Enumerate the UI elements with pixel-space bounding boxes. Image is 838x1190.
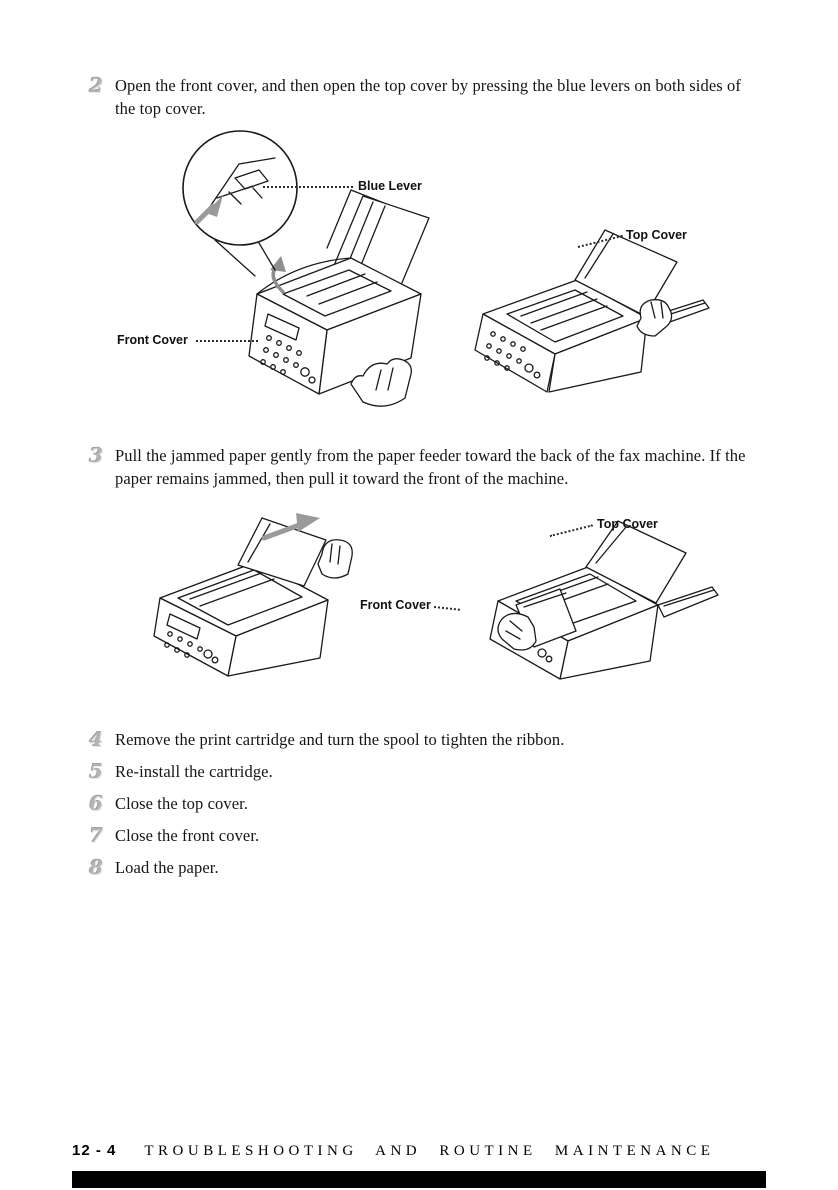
top-cover-label: Top Cover xyxy=(597,517,658,531)
footer-page-number: 12 - 4 xyxy=(72,1142,117,1159)
step-number: 7 xyxy=(89,823,103,847)
step-text: Load the paper. xyxy=(115,858,219,877)
leader-line xyxy=(263,186,353,188)
hand-illustration xyxy=(637,300,672,336)
step-text: Re-install the cartridge. xyxy=(115,762,273,781)
step-text: Open the front cover, and then open the top cover by pressing the blue levers on both sides of the top cover. xyxy=(115,76,741,118)
top-cover-label: Top Cover xyxy=(626,228,687,242)
step-text: Close the top cover. xyxy=(115,794,249,813)
blue-lever-label: Blue Lever xyxy=(358,179,422,193)
step-number: 3 xyxy=(89,443,103,467)
step-number: 4 xyxy=(89,727,103,751)
step-item-3 xyxy=(86,444,747,490)
footer-chapter-title: TROUBLESHOOTING AND ROUTINE MAINTENANCE xyxy=(144,1143,715,1159)
step-item-4 xyxy=(86,728,747,751)
step-item-8 xyxy=(86,856,747,879)
step-item-5 xyxy=(86,760,747,783)
footer-rule-bar xyxy=(72,1171,766,1188)
page-footer xyxy=(72,1142,766,1160)
step-text: Close the front cover. xyxy=(115,826,260,845)
figure-step2-top-cover xyxy=(455,222,715,412)
step-item-7 xyxy=(86,824,747,847)
step-number: 8 xyxy=(89,855,103,879)
figure-step2-front-cover xyxy=(105,126,435,436)
step-number: 2 xyxy=(89,73,103,97)
callout-magnifier-circle xyxy=(183,131,297,276)
step-item-2 xyxy=(86,74,747,120)
fax-machine-illustration xyxy=(475,230,709,392)
step-number: 5 xyxy=(89,759,103,783)
step-item-6 xyxy=(86,792,747,815)
leader-line xyxy=(196,340,258,342)
front-cover-label: Front Cover xyxy=(360,598,431,612)
step-text: Remove the print cartridge and turn the spool to tighten the ribbon. xyxy=(115,730,565,749)
step-number: 6 xyxy=(89,791,103,815)
figure-step3-pull-front xyxy=(440,505,730,700)
fax-machine-illustration xyxy=(490,521,718,679)
step-text: Pull the jammed paper gently from the paper feeder toward the back of the fax machine. If the paper remains jammed, then pull it toward the front of the machine. xyxy=(115,446,746,488)
front-cover-label: Front Cover xyxy=(117,333,188,347)
